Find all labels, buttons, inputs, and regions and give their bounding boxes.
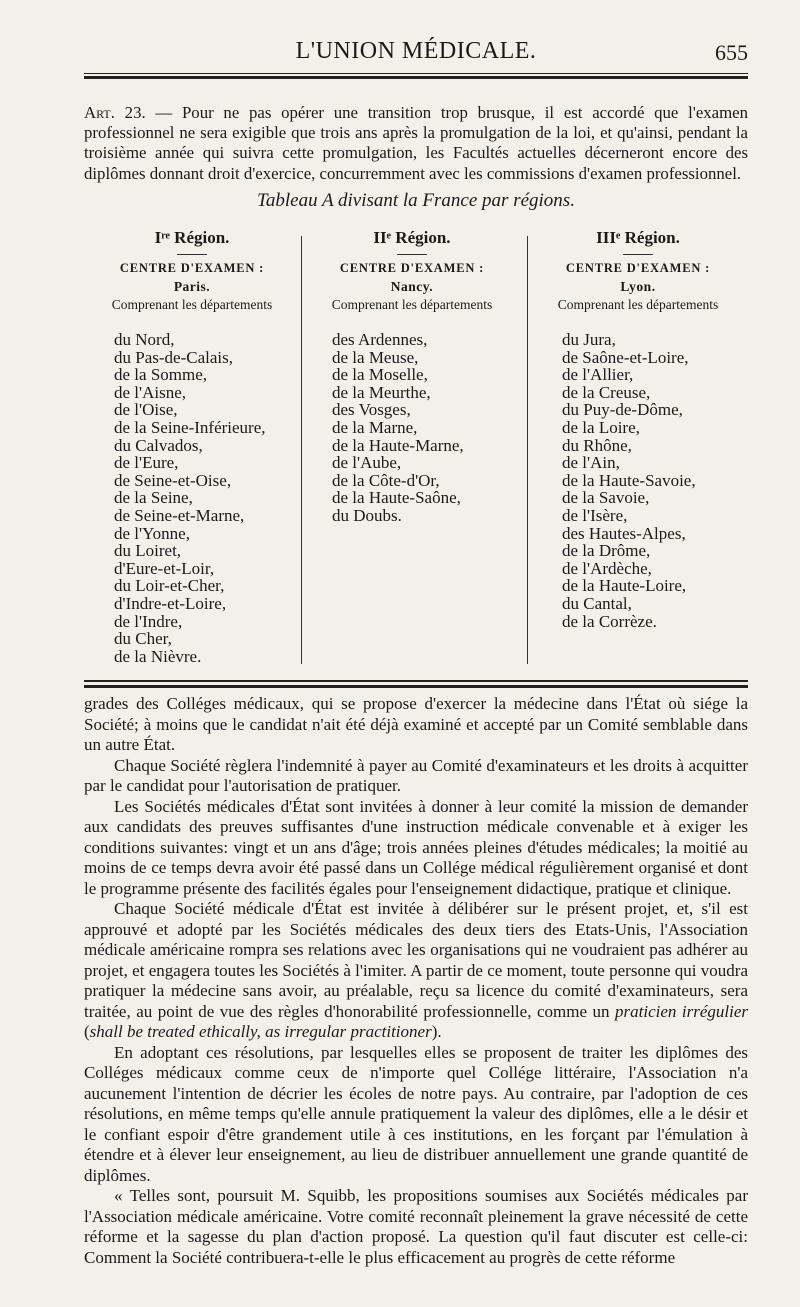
table-rule-thick bbox=[84, 685, 748, 688]
department-item: de la Drôme, bbox=[562, 541, 651, 561]
department-item: de la Somme, bbox=[114, 365, 208, 385]
department-item: de la Savoie, bbox=[562, 488, 650, 508]
department-item: de la Haute-Saône, bbox=[332, 488, 461, 508]
department-item: d'Eure-et-Loir, bbox=[114, 558, 215, 578]
centre-city: Lyon. bbox=[620, 279, 656, 294]
centre-label: CENTRE D'EXAMEN : bbox=[339, 261, 485, 275]
department-item: de la Nièvre. bbox=[114, 646, 202, 666]
header-rule-thick bbox=[84, 76, 748, 79]
department-item: de l'Oise, bbox=[114, 400, 178, 420]
department-item: de la Côte-d'Or, bbox=[332, 470, 440, 490]
department-item: du Puy-de-Dôme, bbox=[562, 400, 683, 420]
department-item: de Seine-et-Oise, bbox=[114, 470, 232, 490]
table-rule-thin bbox=[84, 680, 748, 682]
region-name: IIIᵉ Région. bbox=[596, 228, 680, 247]
department-item: du Doubs. bbox=[332, 505, 402, 525]
paragraph-text: ). bbox=[431, 1022, 442, 1041]
centre-city: Nancy. bbox=[390, 279, 434, 294]
article-23 bbox=[84, 103, 748, 184]
centre-label: CENTRE D'EXAMEN : bbox=[565, 261, 711, 275]
region-column-3 bbox=[530, 228, 746, 668]
regions-table bbox=[84, 228, 748, 668]
italic-term: praticien irrégulier bbox=[615, 1001, 749, 1021]
running-title: L'UNION MÉDICALE. bbox=[295, 38, 537, 64]
department-item: de l'Aisne, bbox=[114, 382, 186, 402]
short-rule bbox=[397, 254, 427, 255]
department-item: de la Loire, bbox=[562, 417, 640, 437]
comprenant-label: Comprenant les départements bbox=[557, 297, 719, 312]
comprenant-label: Comprenant les départements bbox=[331, 297, 493, 312]
paragraph bbox=[84, 899, 748, 1043]
italic-quote: shall be treated ethically, as irregular practitioner bbox=[89, 1022, 432, 1041]
header-rule-thin bbox=[84, 73, 748, 74]
page-number: 655 bbox=[715, 40, 748, 65]
centre-city: Paris. bbox=[173, 279, 211, 294]
region-column-2 bbox=[304, 228, 520, 668]
department-item: du Rhône, bbox=[562, 435, 632, 455]
department-item: de la Seine-Inférieure, bbox=[114, 417, 266, 437]
department-item: des Hautes-Alpes, bbox=[562, 523, 686, 543]
department-item: de la Meuse, bbox=[332, 347, 419, 367]
paragraph: Chaque Société règlera l'indemnité à payer au Comité d'examinateurs et les droits à acquitter par le candidat pour l'autorisation de pratiquer. bbox=[84, 755, 748, 795]
page-header bbox=[84, 38, 748, 72]
department-item: des Vosges, bbox=[332, 400, 411, 420]
department-item: de la Haute-Marne, bbox=[332, 435, 464, 455]
region-name: IIᵉ Région. bbox=[373, 228, 451, 247]
department-item: de la Haute-Loire, bbox=[562, 576, 687, 596]
paragraph-text: Chaque Société médicale d'État est invitée à délibérer sur le présent projet, et, s'il est approuvé et adopté par les Sociétés médicales des deux tiers des Etats-Unis, l'Association médicale américaine rompra ses relations avec les organisations qui ne voudraient pas adhérer au projet, et engagera toutes les Sociétés à l'imiter. A partir de ce moment, toute personne qui voudra pratiquer la médecine sans avoir, au préalable, reçu sa licence du comité d'examinateurs, sera traitée, au point de vue des règles d'honorabilité professionnelle, comme un bbox=[84, 899, 748, 1021]
department-item: de Saône-et-Loire, bbox=[562, 347, 689, 367]
department-list bbox=[304, 331, 520, 525]
department-item: de l'Isère, bbox=[562, 505, 628, 525]
paragraph: « Telles sont, poursuit M. Squibb, les propositions soumises aux Sociétés médicales par l'Association médicale américaine. Votre comité reconnaît pleinement la grave nécessité de cette réforme et la sagesse du plan d'action proposé. La question qu'il faut discuter est celle-ci: Comment la Société contribuera-t-elle le plus efficacement au progrès de cette réforme bbox=[84, 1186, 748, 1267]
department-item: de l'Eure, bbox=[114, 453, 179, 473]
department-item: de la Creuse, bbox=[562, 382, 651, 402]
paragraph-text: ( bbox=[84, 1022, 90, 1041]
region-name: Iʳᵉ Région. bbox=[154, 228, 230, 247]
department-item: de la Meurthe, bbox=[332, 382, 431, 402]
department-item: de l'Allier, bbox=[562, 365, 634, 385]
department-item: du Jura, bbox=[562, 330, 616, 349]
table-title: Tableau A divisant la France par régions. bbox=[257, 190, 575, 211]
region-column-1 bbox=[84, 228, 300, 668]
paragraph: grades des Colléges médicaux, qui se propose d'exercer la médecine dans l'État où siége la Société; à moins que le candidat n'ait été déjà examiné et accepté par un Comité semblable dans un autre État. bbox=[84, 694, 748, 754]
department-list bbox=[84, 331, 300, 665]
department-item: du Cantal, bbox=[562, 593, 632, 613]
page bbox=[84, 0, 748, 1307]
column-divider bbox=[301, 236, 302, 664]
department-item: de l'Ardèche, bbox=[562, 558, 652, 578]
short-rule bbox=[177, 254, 207, 255]
department-item: de la Marne, bbox=[332, 417, 418, 437]
department-item: du Loiret, bbox=[114, 541, 182, 561]
department-item: du Cher, bbox=[114, 629, 172, 649]
department-list bbox=[530, 331, 746, 630]
department-item: du Loir-et-Cher, bbox=[114, 576, 225, 596]
department-item: de l'Ain, bbox=[562, 453, 620, 473]
department-item: de l'Yonne, bbox=[114, 523, 190, 543]
department-item: de la Haute-Savoie, bbox=[562, 470, 696, 490]
department-item: du Pas-de-Calais, bbox=[114, 347, 233, 367]
body-text bbox=[84, 694, 748, 1268]
centre-label: CENTRE D'EXAMEN : bbox=[119, 261, 265, 275]
column-divider bbox=[527, 236, 528, 664]
article-text: — Pour ne pas opérer une transition trop brusque, il est accordé que l'examen professionnel ne sera exigible que trois ans après la promulgation de la loi, et qu'ainsi, pendant la troisième année qui suivra cette promulgation, les Facultés actuelles décerneront encore des diplômes donnant droit d'exercice, concurremment avec les commissions d'examen professionnel. bbox=[84, 102, 748, 183]
article-label: Art. 23. bbox=[84, 102, 146, 122]
department-item: de la Seine, bbox=[114, 488, 193, 508]
department-item: de la Corrèze. bbox=[562, 611, 657, 631]
department-item: de la Moselle, bbox=[332, 365, 428, 385]
department-item: de l'Indre, bbox=[114, 611, 183, 631]
short-rule bbox=[623, 254, 653, 255]
department-item: de l'Aube, bbox=[332, 453, 402, 473]
comprenant-label: Comprenant les départements bbox=[111, 297, 273, 312]
department-item: d'Indre-et-Loire, bbox=[114, 593, 227, 613]
department-item: des Ardennes, bbox=[332, 330, 428, 349]
paragraph: Les Sociétés médicales d'État sont invitées à donner à leur comité la mission de demander aux candidats des preuves suffisantes d'une instruction médicale convenable et à exiger les conditions suivantes: vingt et un ans d'âge; trois années pleines d'études médicales; la moitié au moins de ce temps devra avoir été passé dans un Collége médical régulièrement organisé et dont le programme présente des facilités égales pour l'enseignement didactique, pratique et clinique. bbox=[84, 796, 748, 898]
department-item: du Calvados, bbox=[114, 435, 203, 455]
department-item: de Seine-et-Marne, bbox=[114, 505, 245, 525]
department-item: du Nord, bbox=[114, 330, 175, 349]
paragraph: En adoptant ces résolutions, par lesquelles elles se proposent de traiter les diplômes des Colléges médicaux comme ceux de n'importe quel Collége littéraire, l'Association n'a aucunement l'intention de décrier les écoles de notre pays. Au contraire, par l'adoption de ces résolutions, en même temps qu'elle annule pratiquement la valeur des diplômes, elle a le désir et le confiant espoir d'être grandement utile à ces institutions, en les forçant par l'émulation à étendre et à élever leur enseignement, au lieu de distribuer annuellement une grande quantité de diplômes. bbox=[84, 1042, 748, 1185]
